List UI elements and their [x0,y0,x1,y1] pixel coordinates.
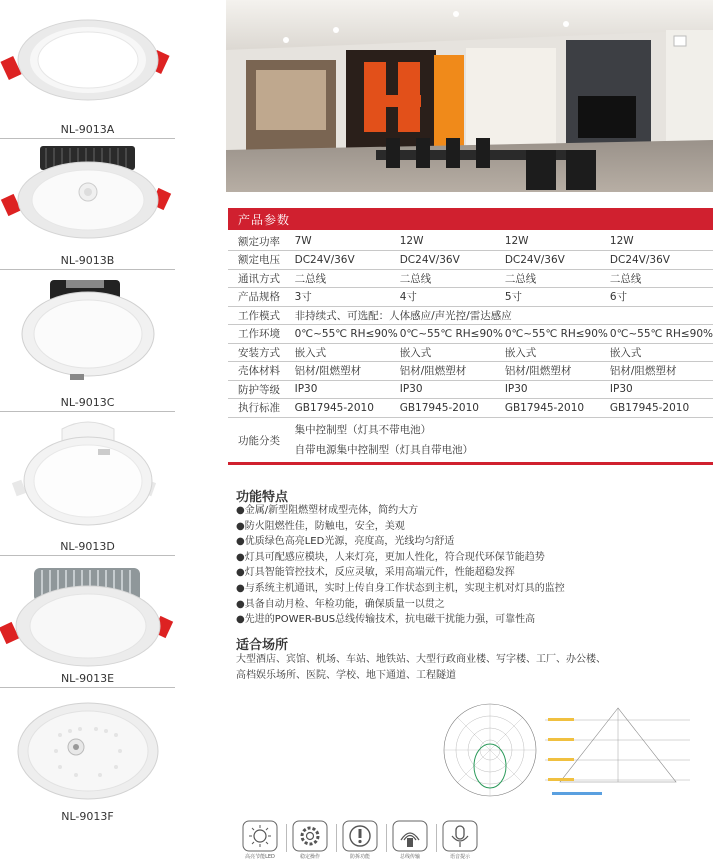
cell: 12W [503,232,608,251]
cell: 嵌入式 [293,343,398,362]
cell: 铝材/阻燃塑材 [608,362,713,381]
icon-caption: 总线传输 [399,854,420,860]
list-item: ●灯具可配感应模块，人来灯亮，更加人性化，符合现代环保节能趋势 [236,551,545,563]
cell: 12W [608,232,713,251]
table-row [228,399,713,418]
cell: 0℃~55℃ RH≤90% [293,325,398,344]
row-label: 通讯方式 [228,269,293,288]
cell: DC24V/36V [503,251,608,270]
cell: IP30 [608,380,713,399]
cell: 二总线 [608,269,713,288]
cell: 4寸 [398,288,503,307]
row-label: 安装方式 [228,343,293,362]
cell: 二总线 [293,269,398,288]
divider [0,411,175,412]
feature-icon [240,820,280,866]
cell: 铝材/阻燃塑材 [293,362,398,381]
row-label: 防护等级 [228,380,293,399]
sun-icon [240,820,280,852]
params-header [228,208,713,230]
function-cell [293,417,713,463]
product-model: NL-9013D [60,540,115,553]
feature-icon [440,820,480,866]
signal-icon [390,820,430,852]
applications-line: 大型酒店、宾馆、机场、车站、地铁站、大型行政商业楼、写字楼、工厂、办公楼、 [236,654,606,665]
table-row [228,269,713,288]
feature-icon-strip [240,820,480,866]
light-distribution-diagram [440,700,715,810]
params-title: 产品参数 [238,213,291,227]
row-label: 执行标准 [228,399,293,418]
cell: 0℃~55℃ RH≤90% [398,325,503,344]
product-model: NL-9013B [60,254,115,267]
cell: DC24V/36V [293,251,398,270]
table-row [228,288,713,307]
product-model: NL-9013F [61,810,114,823]
divider [0,687,175,688]
cell: DC24V/36V [608,251,713,270]
downlight-image-a [0,0,175,120]
row-label: 额定电压 [228,251,293,270]
table-row [228,251,713,270]
icon-caption: 高亮节能LED [245,854,275,860]
list-item: ●金属/新型阻燃塑材成型壳体，简约大方 [236,505,419,516]
icon-caption: 防拆功能 [349,854,370,860]
divider [386,824,387,852]
spec-table [228,232,713,463]
downlight-image-b [0,140,175,252]
applications-title: 适合场所 [236,638,289,653]
microphone-icon [440,820,480,852]
table-row [228,306,713,325]
cell: 嵌入式 [503,343,608,362]
row-label: 额定功率 [228,232,293,251]
downlight-image-c [0,274,175,384]
function-line: 集中控制型（灯具不带电池） [294,424,432,437]
cell: 铝材/阻燃塑材 [398,362,503,381]
cell: IP30 [398,380,503,399]
feature-icon [340,820,380,866]
features-title: 功能特点 [236,490,289,505]
list-item: ●与系统主机通讯，实时上传自身工作状态到主机，实现主机对灯具的监控 [236,582,565,594]
cell: GB17945-2010 [503,399,608,418]
list-item: ●具备自动月检、年检功能，确保质量一以贯之 [236,598,445,610]
product-model: NL-9013E [60,672,115,685]
cell: 0℃~55℃ RH≤90% [503,325,608,344]
downlight-image-d [0,415,175,527]
row-label: 产品规格 [228,288,293,307]
feature-icon [290,820,330,866]
cell: 二总线 [398,269,503,288]
row-label: 工作环境 [228,325,293,344]
row-label: 壳体材料 [228,362,293,381]
cell: 3寸 [293,288,398,307]
cell: 6寸 [608,288,713,307]
downlight-image-f [0,695,175,805]
applications-text [236,652,606,683]
feature-icon [390,820,430,866]
product-model: NL-9013C [60,396,115,409]
illuminance-cone-graphic [545,708,690,795]
features-list [236,503,565,628]
divider [0,138,175,139]
polar-curve-graphic [444,704,536,796]
cell: 铝材/阻燃塑材 [503,362,608,381]
divider [336,824,337,852]
list-item: ●灯具智能管控技术，反应灵敏，采用高端元件，性能超稳发挥 [236,567,515,579]
alert-icon [340,820,380,852]
section-divider [228,462,713,465]
cell: 非持续式、可选配：人体感应/声光控/雷达感应 [293,306,713,325]
function-line: 自带电源集中控制型（灯具自带电池） [294,444,474,457]
product-model: NL-9013A [60,123,115,136]
cell: GB17945-2010 [398,399,503,418]
interior-scene-image [226,0,713,192]
cell: IP30 [293,380,398,399]
gear-icon [290,820,330,852]
applications-line: 高档娱乐场所、医院、学校、地下通道、工程隧道 [236,669,456,681]
list-item: ●先进的POWER-BUS总线传输技术，抗电磁干扰能力强，可靠性高 [236,614,536,626]
table-row [228,232,713,251]
icon-caption: 语音提示 [449,854,470,860]
downlight-image-e [0,560,175,670]
cell: 嵌入式 [608,343,713,362]
cell: 7W [293,232,398,251]
cell: GB17945-2010 [293,399,398,418]
list-item: ●优质绿色高亮LED光源，亮度高，光线均匀舒适 [236,536,455,548]
list-item: ●防火阻燃性佳，防触电，安全，美观 [236,520,405,532]
product-column [0,0,175,868]
row-label: 工作模式 [228,306,293,325]
cell: 5寸 [503,288,608,307]
divider [436,824,437,852]
divider [0,555,175,556]
cell: GB17945-2010 [608,399,713,418]
cell: 嵌入式 [398,343,503,362]
table-row [228,380,713,399]
divider [286,824,287,852]
icon-caption: 稳定操作 [299,854,320,860]
cell: 12W [398,232,503,251]
table-row [228,343,713,362]
table-row [228,325,713,344]
cell: 二总线 [503,269,608,288]
cell: IP30 [503,380,608,399]
cell: 0℃~55℃ RH≤90% [608,325,713,344]
table-row [228,362,713,381]
cell: DC24V/36V [398,251,503,270]
row-label: 功能分类 [238,434,280,447]
divider [0,269,175,270]
table-row [228,417,713,463]
